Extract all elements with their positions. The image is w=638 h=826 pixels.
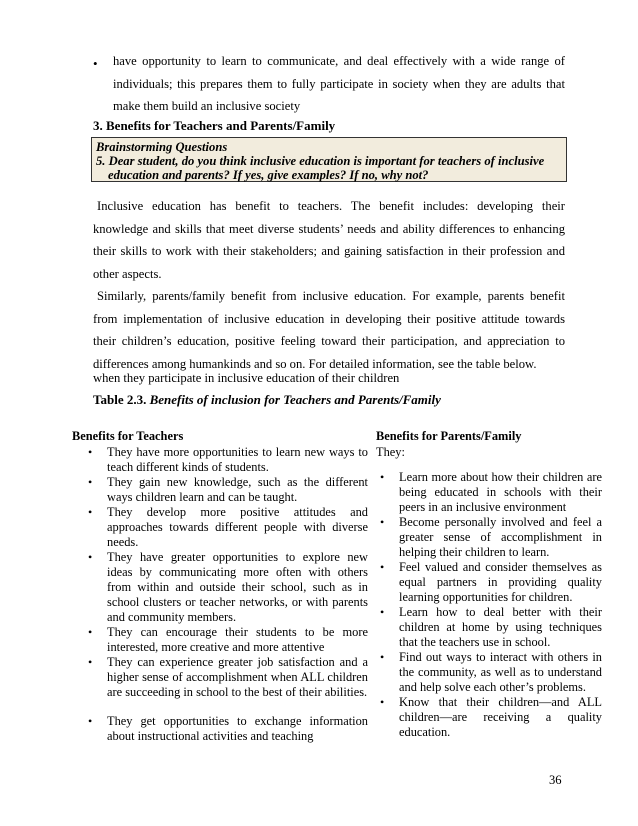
list-item: • Become personally involved and feel a greater sense of accomplishment in helping their children to learn. bbox=[380, 515, 602, 559]
brainstorm-question-line1: 5. Dear student, do you think inclusive education is important for teachers of inclusive bbox=[96, 154, 545, 168]
bullet-icon: • bbox=[380, 605, 385, 619]
bullet-icon: • bbox=[88, 714, 93, 728]
paragraph-teachers bbox=[93, 195, 565, 285]
table-caption-label: Table 2.3. bbox=[93, 392, 147, 407]
bullet-icon: • bbox=[380, 560, 385, 574]
table-caption bbox=[93, 392, 441, 408]
parents-subheading: They: bbox=[376, 445, 405, 459]
list-item: • They gain new knowledge, such as the different ways children learn and can be taught. bbox=[88, 475, 368, 504]
parents-heading: Benefits for Parents/Family bbox=[376, 429, 522, 443]
list-spacer bbox=[72, 700, 368, 714]
list-item: • They have greater opportunities to explore new ideas by communicating more often with others from within and outside their school, such as in school clusters or teacher networks, or with parents and community members. bbox=[88, 550, 368, 624]
parents-list bbox=[376, 470, 602, 740]
page-number: 36 bbox=[549, 773, 562, 787]
list-item: • They develop more positive attitudes and approaches towards different people with diverse needs. bbox=[88, 505, 368, 549]
teachers-heading: Benefits for Teachers bbox=[72, 429, 184, 443]
bullet-icon: • bbox=[88, 475, 93, 489]
bullet-icon: • bbox=[380, 650, 385, 664]
brainstorm-question-line2: education and parents? If yes, give examples? If no, why not? bbox=[108, 168, 429, 182]
brainstorm-title: Brainstorming Questions bbox=[96, 140, 228, 154]
paragraph-parents-text: Similarly, parents/family benefit from inclusive education. For example, parents benefit from implementation of inclusive education in developing their positive attitude towards their children’s education, positive feeling toward their participation, and appreciation to differences among humankinds and so on. For detailed information, see the table below. bbox=[93, 289, 565, 371]
table-caption-title: Benefits of inclusion for Teachers and Parents/Family bbox=[149, 392, 441, 407]
list-item: • They can encourage their students to be more interested, more creative and more attentive bbox=[88, 625, 368, 654]
paragraph-teachers-text: Inclusive education has benefit to teachers. The benefit includes: developing their knowledge and skills that meet diverse students’ needs and ability differences to enhancing their skills to work with their stakeholders; and gaining satisfaction in their profession and other aspects. bbox=[93, 199, 565, 281]
top-bullet-text: have opportunity to learn to communicate, and deal effectively with a wide range of individuals; this prepares them to fully participate in society when they are adults that make them build an inclusive society bbox=[113, 54, 565, 113]
bullet-icon: • bbox=[380, 695, 385, 709]
bullet-icon: • bbox=[88, 445, 93, 459]
bullet-icon: • bbox=[88, 550, 93, 564]
brainstorm-box bbox=[91, 137, 567, 182]
bullet-icon: • bbox=[88, 625, 93, 639]
teachers-list bbox=[72, 445, 368, 744]
list-item: • Learn how to deal better with their children at home by using techniques that the teachers use in school. bbox=[380, 605, 602, 649]
list-item: • They can experience greater job satisfaction and a higher sense of accomplishment when ALL children are succeeding in school to the best of their abilities. bbox=[88, 655, 368, 699]
bullet-icon: • bbox=[380, 470, 385, 484]
bullet-icon: • bbox=[380, 515, 385, 529]
section-heading: 3. Benefits for Teachers and Parents/Family bbox=[93, 118, 336, 133]
paragraph-continuation: when they participate in inclusive education of their children bbox=[93, 371, 400, 385]
bullet-icon: • bbox=[88, 655, 93, 669]
parents-column bbox=[376, 429, 602, 740]
list-item: • Find out ways to interact with others in the community, as well as to understand and help solve each other’s problems. bbox=[380, 650, 602, 694]
paragraph-parents bbox=[93, 285, 565, 375]
list-item: • Know that their children—and ALL children—are receiving a quality education. bbox=[380, 695, 602, 739]
list-item: • They have more opportunities to learn new ways to teach different kinds of students. bbox=[88, 445, 368, 474]
teachers-column bbox=[72, 429, 368, 744]
bullet-icon: • bbox=[88, 505, 93, 519]
list-item: • Feel valued and consider themselves as equal partners in providing quality learning opportunities for children. bbox=[380, 560, 602, 604]
list-item: • They get opportunities to exchange information about instructional activities and teaching bbox=[88, 714, 368, 743]
bullet-icon: • bbox=[93, 56, 98, 71]
list-item: • Learn more about how their children are being educated in schools with their peers in an inclusive environment bbox=[380, 470, 602, 514]
